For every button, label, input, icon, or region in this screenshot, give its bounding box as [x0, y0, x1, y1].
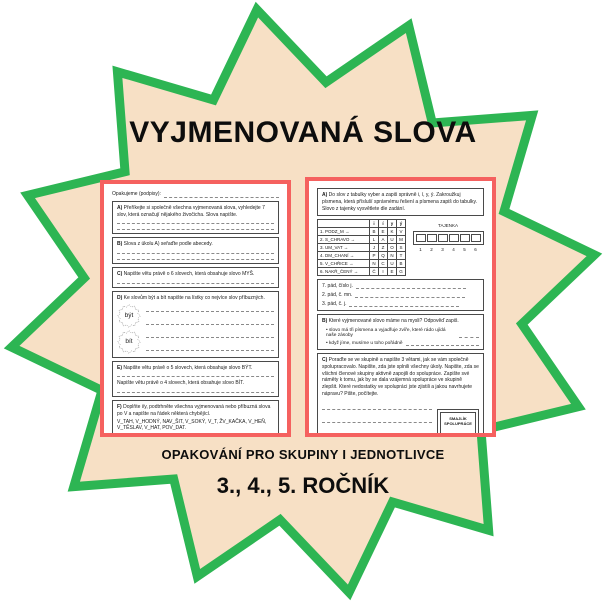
right-a-text: Do slov z tabulky vyber a zapiš správně i, í, y, ý. Zakroužkuj písmena, která přísluší správnému řešení a písmena zapiš do tabulky. Slovo z tajenky vysvětlete dle zadání. [322, 192, 477, 212]
col-ii: í [379, 220, 388, 228]
page-title: VYJMENOVANÁ SLOVA [129, 116, 477, 149]
letters-table-area [317, 219, 484, 276]
right-b-text: Které vyjmenované slovo máme na mysli? Odpověď zapiš. [328, 318, 459, 325]
table-row: 3. UM_VAT → J Z O S [318, 244, 406, 252]
section-e-text2: Napište větu právě o 4 slovech, která obsahuje slovo BÍT. [117, 380, 245, 387]
case-row: 7. pád, číslo j. [322, 283, 479, 289]
left-section-e [112, 361, 279, 398]
smiley-cooperation-label: SMAJLÍK SPOLUPRÁCE [444, 415, 472, 427]
left-section-c [112, 267, 279, 288]
tajenka-cell [449, 234, 459, 242]
subtitle-grades: 3., 4., 5. ROČNÍK [216, 473, 390, 498]
bit-star-label: bít [125, 338, 133, 345]
tajenka-cells [413, 231, 484, 245]
right-b-label: B) [322, 318, 328, 325]
bit-star-badge [117, 330, 141, 354]
tajenka-label: TAJENKA [438, 223, 458, 229]
right-section-b [317, 314, 484, 350]
left-section-f [112, 400, 279, 433]
left-section-b [112, 237, 279, 264]
section-f-text: Doplňte i/y, podtrhněte všechna vyjmenovaná nebo příbuzná slova po V a napište na řádek některá chybějící. [117, 404, 271, 417]
byt-star-badge [117, 304, 141, 328]
table-row: 1. PODZ_M → B E K V [318, 228, 406, 236]
subtitle-groups: OPAKOVÁNÍ PRO SKUPINY I JEDNOTLIVCE [161, 447, 445, 462]
bullet-row: • když jíme, musíme u toho pořádně [322, 341, 479, 346]
letters-table [317, 219, 406, 276]
col-yy: ý [397, 220, 406, 228]
tajenka-cell [438, 234, 448, 242]
smiley-cooperation-box [437, 409, 479, 434]
cases-box [317, 279, 484, 311]
table-row: 2. S_CHRAVO → L A U M [318, 236, 406, 244]
section-c-text: Napište větu právě o 6 slovech, která obsahuje slovo MYŠ. [123, 271, 255, 277]
right-section-c [317, 353, 484, 433]
section-b-label: B) [117, 241, 123, 248]
table-row: 4. DM_CHANÍ → P Q N T [318, 252, 406, 260]
writing-line [117, 371, 274, 377]
bit-star-row [117, 330, 274, 354]
left-header-label: Opakujeme (podpisy): [112, 191, 161, 197]
writing-line [406, 341, 479, 346]
writing-line [117, 387, 274, 393]
section-f-label: F) [117, 404, 122, 410]
bullet-row: • slovo má tři písmena a vyjadřuje zvíře, které rádo ujídá naše zásoby [322, 328, 479, 338]
case-row: 2. pád, č. mn. [322, 292, 479, 298]
tajenka-cell [460, 234, 470, 242]
byt-star-label: být [124, 312, 134, 319]
col-i: i [370, 220, 379, 228]
tajenka-numbers: 1 2 3 4 5 6 [419, 247, 477, 253]
writing-line [117, 254, 274, 260]
section-e-text1: Napište větu právě o 5 slovech, která obsahuje slovo BÝT. [123, 364, 253, 371]
left-header-row [112, 191, 279, 198]
section-d-label: D) [117, 294, 123, 301]
left-section-d [112, 291, 279, 358]
section-f-words: V_TAH, V_HODNÝ, NAV_ŠIT, V_SOKÝ, V_T, ŽV_KAČKA, V_HEŇ, V_TĚSLAV, V_HAT, POV_DAT. [117, 418, 267, 432]
right-a-label: A) [322, 192, 328, 198]
writing-line [322, 404, 432, 410]
writing-line [355, 293, 465, 298]
case-row: 3. pád, č. j. [322, 301, 479, 307]
section-a-label: A) [117, 204, 123, 211]
table-row: 6. NAKŘ_ČENÝ → Č I E G [318, 268, 406, 276]
writing-line [117, 432, 274, 433]
writing-line [117, 278, 274, 284]
col-y: y [388, 220, 397, 228]
byt-star-row [117, 304, 274, 328]
section-a-text: Přeříkejte si společně všechna vyjmenovaná slova, vyhledejte 7 slov, která označují nějakého živočicha. Slova napište. [117, 204, 265, 218]
tajenka-area [412, 219, 484, 252]
worksheet-page-right [305, 177, 496, 437]
section-b-text: Slova z úkolu A) seřaďte podle abecedy. [123, 241, 213, 248]
writing-line [117, 224, 274, 230]
writing-line [146, 319, 274, 325]
table-row: 5. V_CHŘICE → N C U B [318, 260, 406, 268]
right-c-label: C) [322, 357, 328, 363]
worksheet-page-left [100, 180, 291, 437]
left-section-a [112, 201, 279, 235]
right-section-a [317, 188, 484, 216]
writing-line [322, 430, 432, 434]
writing-line [459, 333, 479, 338]
writing-line [349, 302, 459, 307]
writing-line [146, 306, 274, 312]
tajenka-cell [471, 234, 481, 242]
section-c-label: C) [117, 271, 123, 277]
writing-line [356, 284, 466, 289]
writing-line [164, 193, 279, 198]
writing-line [322, 417, 432, 423]
tajenka-cell [427, 234, 437, 242]
section-d-text: Ke slovům být a bít napište na lístky co nejvíce slov příbuzných. [123, 294, 265, 301]
writing-line [146, 345, 274, 351]
writing-line [146, 332, 274, 338]
section-e-label: E) [117, 364, 122, 371]
right-c-text: Poraďte se ve skupině a napište 3 větami, jak se vám společně spolupracovalo. Napište, zda jste splnili všechny úkoly. Napište, zda se všichni členové skupiny aktivně zapojili do spolupráce. Zapište své náměty k tomu, jak by se dala vzájemná spolupráce ve skupině zlepšit. Které nedostatky ve spolupráci jste zjistili a jakou navrhujete nápravu? Pište, počítejte. [322, 357, 479, 397]
tajenka-cell [416, 234, 426, 242]
table-header-row [318, 220, 406, 228]
worksheet-right-content [309, 181, 492, 433]
worksheet-left-content [104, 184, 287, 433]
